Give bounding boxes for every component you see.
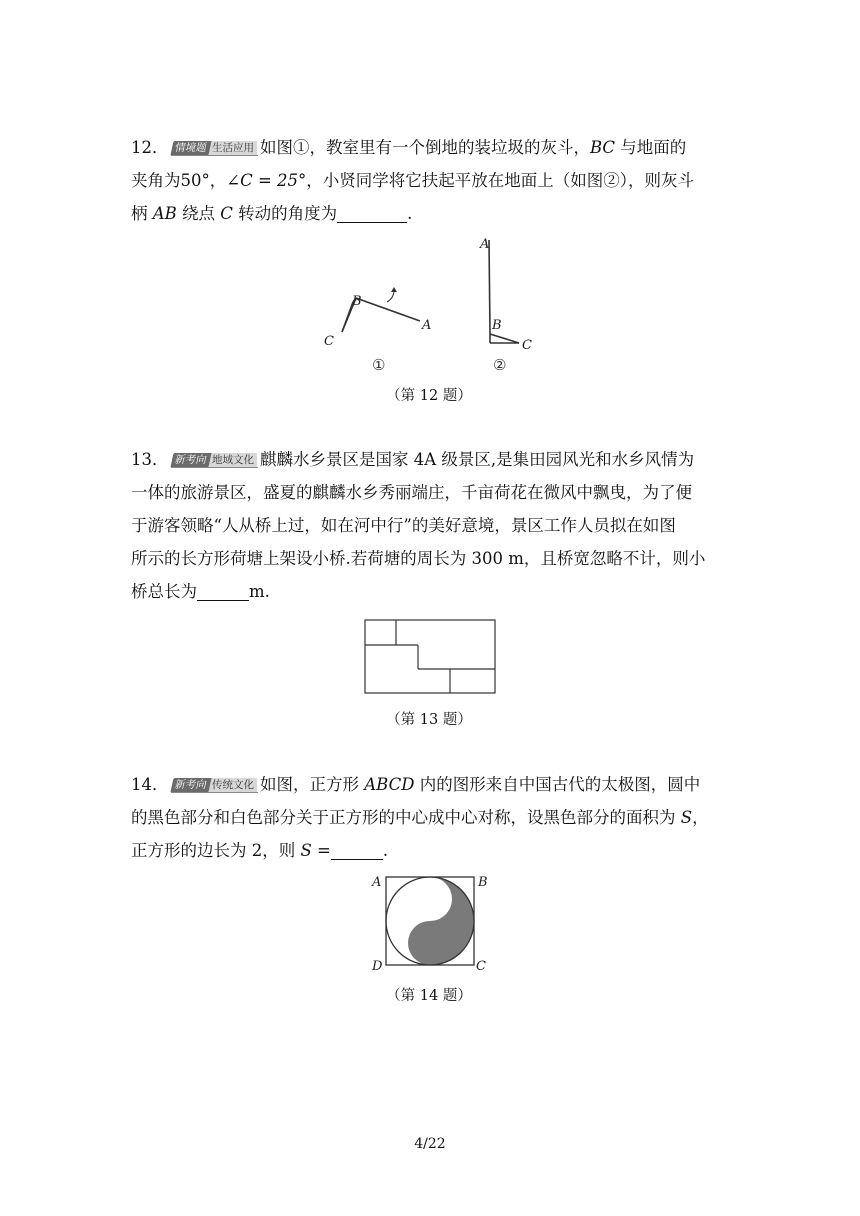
- taiji-white-dot: [425, 894, 435, 904]
- answer-blank[interactable]: [331, 841, 383, 860]
- question-14: [131, 768, 731, 867]
- question-number: 13．: [131, 450, 169, 469]
- label-D: D: [372, 959, 383, 974]
- fig1-label-A: A: [422, 318, 432, 333]
- question-13-line-4: 所示的长方形荷塘上架设小桥.若荷塘的周长为 300 m，且桥宽忽略不计，则小: [131, 549, 706, 568]
- figure-12: [310, 230, 560, 380]
- question-13-line-5: 桥总长为 m.: [131, 582, 270, 601]
- question-13-line-3: 于游客领略“人从桥上过，如在河中行”的美好意境，景区工作人员拟在如图: [131, 516, 676, 535]
- figure-14-taiji: [368, 870, 492, 974]
- answer-blank[interactable]: [337, 204, 407, 223]
- question-13-line-1: 13． 新考向 地域文化 麒麟水乡景区是国家 4A 级景区,是集田园风光和水乡风情为: [131, 450, 695, 469]
- question-tag: 情境题 生活应用: [171, 141, 259, 156]
- label-C: C: [476, 959, 486, 974]
- fig1-number: ①: [372, 356, 386, 374]
- taiji-black-part: [408, 877, 474, 965]
- fig2-label-B: B: [492, 318, 502, 333]
- question-14-line-3: 正方形的边长为 2，则 S = .: [131, 841, 389, 860]
- page-number: 4/22: [414, 1136, 446, 1152]
- question-14-line-2: 的黑色部分和白色部分关于正方形的中心成中心对称，设黑色部分的面积为 S，: [131, 808, 709, 827]
- fig2-label-A: A: [480, 237, 490, 252]
- fig1-label-C: C: [324, 334, 334, 349]
- caption-14: （第 14 题）: [386, 988, 472, 1004]
- caption-13: （第 13 题）: [386, 712, 472, 728]
- fig1-label-B: B: [352, 294, 362, 309]
- rotation-arrow-head: [391, 287, 397, 292]
- answer-blank[interactable]: [197, 582, 249, 601]
- question-tag: 新考向 地域文化: [171, 453, 259, 468]
- question-tag: 新考向 传统文化: [171, 778, 259, 793]
- question-12-line-1: 12． 情境题 生活应用 如图①，教室里有一个倒地的装垃圾的灰斗，BC 与地面的: [131, 138, 687, 157]
- question-12-line-2: 夹角为50°，∠C = 25°，小贤同学将它扶起平放在地面上（如图②），则灰斗: [131, 171, 695, 190]
- figure-13-pond: [364, 619, 498, 695]
- fig2-label-C: C: [522, 338, 532, 353]
- caption-12: （第 12 题）: [386, 388, 472, 404]
- question-13-line-2: 一体的旅游景区，盛夏的麒麟水乡秀丽端庄，千亩荷花在微风中飘曳，为了便: [131, 483, 692, 502]
- question-13: [131, 443, 731, 608]
- label-A: A: [372, 875, 382, 890]
- question-number: 12．: [131, 138, 169, 157]
- label-B: B: [478, 875, 488, 890]
- taiji-gray-dot: [425, 938, 435, 948]
- question-12-line-3: 柄 AB 绕点 C 转动的角度为 .: [131, 204, 413, 223]
- question-number: 14．: [131, 775, 169, 794]
- fig2-number: ②: [493, 356, 507, 374]
- question-12: [131, 131, 731, 230]
- question-14-line-1: 14． 新考向 传统文化 如图，正方形 ABCD 内的图形来自中国古代的太极图，圆中: [131, 775, 701, 794]
